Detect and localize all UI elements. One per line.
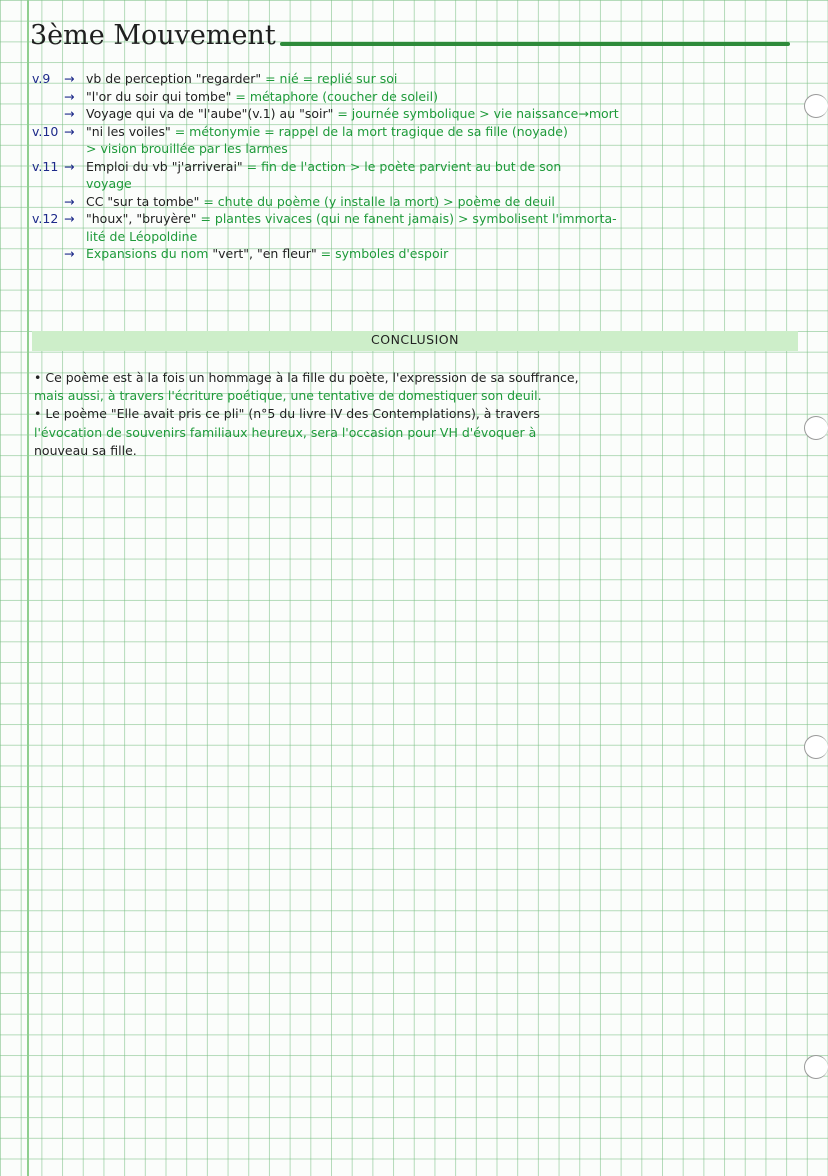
- analysis-line: [32, 140, 288, 158]
- conclusion-line: • Le poème "Elle avait pris ce pli" (n°5 du livre IV des Contemplations), à travers: [34, 406, 540, 422]
- arrow-icon: →: [64, 211, 75, 226]
- arrow-icon: →: [64, 123, 75, 139]
- line-text: = chute du poème (y installe la mort) > poème de deuil: [199, 193, 555, 209]
- arrow-icon: →: [64, 193, 75, 209]
- verse-label: v.12: [32, 211, 59, 226]
- arrow-icon: →: [64, 158, 75, 174]
- line-text: Expansions du nom: [86, 246, 209, 261]
- binder-hole: [804, 735, 828, 759]
- line-text: Emploi du vb "j'arriverai": [86, 158, 243, 174]
- line-text: > vision brouillée par les larmes: [86, 141, 288, 156]
- page-title: 3ème Mouvement: [30, 20, 276, 51]
- line-text: CC "sur ta tombe": [86, 193, 200, 209]
- line-text: voyage: [86, 176, 132, 191]
- analysis-line: [32, 105, 619, 123]
- line-text: lité de Léopoldine: [86, 228, 198, 244]
- conclusion-line: • Ce poème est à la fois un hommage à la fille du poète, l'expression de sa souffrance,: [34, 370, 579, 385]
- arrow-icon: →: [64, 71, 75, 86]
- verse-label: v.11: [32, 158, 59, 174]
- verse-label: v.10: [32, 123, 59, 139]
- line-text: "ni les voiles": [86, 123, 171, 139]
- line-text: = nié = replié sur soi: [261, 71, 398, 86]
- line-text: "houx", "bruyère": [86, 211, 197, 226]
- line-text: = plantes vivaces (qui ne fanent jamais) > symbolisent l'immorta-: [196, 211, 617, 226]
- conclusion-title: CONCLUSION: [371, 332, 459, 347]
- analysis-line: [32, 88, 438, 106]
- line-text: = métaphore (coucher de soleil): [231, 88, 438, 104]
- arrow-icon: →: [64, 246, 75, 261]
- binder-hole: [804, 416, 828, 440]
- arrow-icon: →: [64, 88, 75, 104]
- analysis-line: [32, 210, 617, 228]
- binder-hole: [804, 94, 828, 118]
- arrow-icon: →: [64, 106, 75, 121]
- line-text: "l'or du soir qui tombe": [86, 88, 232, 104]
- analysis-line: [32, 245, 448, 263]
- margin-line: [27, 0, 29, 1176]
- binder-hole: [804, 1055, 828, 1079]
- line-text: = fin de l'action > le poète parvient au but de son: [242, 158, 562, 174]
- line-text: "vert", "en fleur": [208, 246, 317, 261]
- line-text: Voyage qui va de "l'aube"(v.1) au "soir": [86, 106, 334, 121]
- line-text: = journée symbolique > vie naissance→mort: [333, 106, 619, 121]
- conclusion-line: nouveau sa fille.: [34, 442, 137, 458]
- analysis-line: [32, 158, 561, 176]
- conclusion-heading-bar: [32, 331, 798, 351]
- conclusion-line: mais aussi, à travers l'écriture poétique, une tentative de domestiquer son deuil.: [34, 388, 542, 404]
- line-text: vb de perception "regarder": [86, 71, 262, 86]
- title-underline: [280, 42, 790, 46]
- analysis-line: [32, 193, 555, 211]
- analysis-line: [32, 70, 397, 88]
- analysis-line: [32, 228, 197, 246]
- analysis-line: [32, 123, 568, 141]
- analysis-line: [32, 175, 132, 193]
- title-area: [30, 20, 798, 60]
- verse-label: v.9: [32, 71, 51, 86]
- line-text: = symboles d'espoir: [316, 246, 449, 261]
- conclusion-line: l'évocation de souvenirs familiaux heureux, sera l'occasion pour VH d'évoquer à: [34, 424, 537, 440]
- line-text: = métonymie = rappel de la mort tragique de sa fille (noyade): [170, 123, 568, 139]
